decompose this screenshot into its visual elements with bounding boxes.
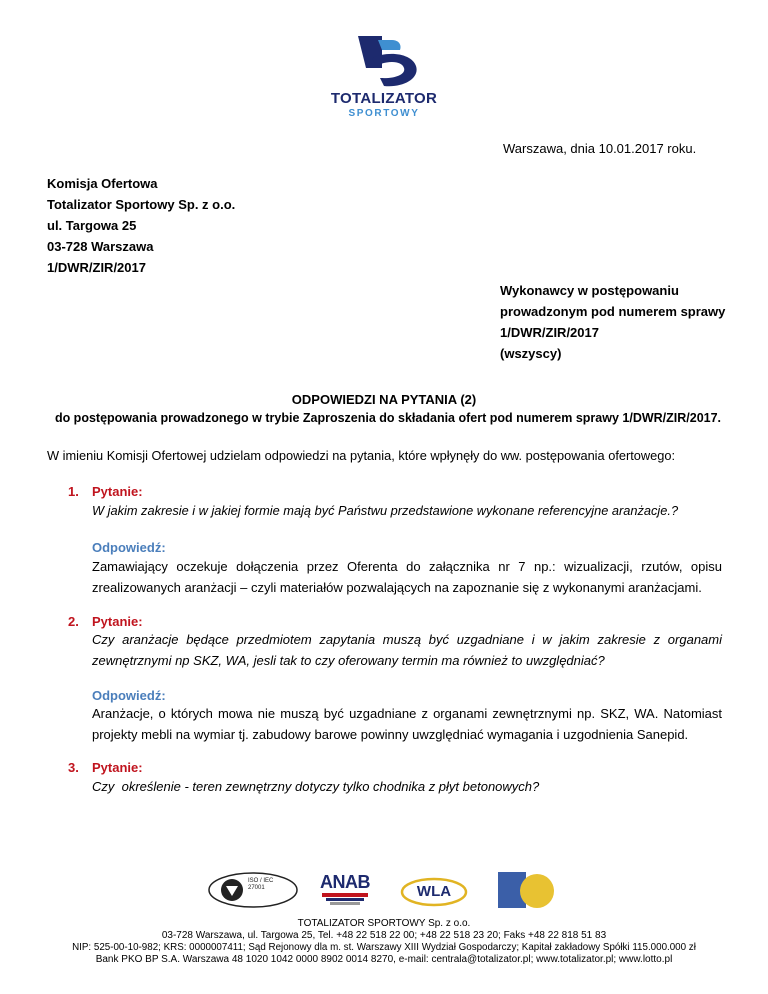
recipient-line: 1/DWR/ZIR/2017: [500, 325, 599, 340]
recipient-line: Wykonawcy w postępowaniu: [500, 283, 679, 298]
iso-number: 27001: [248, 885, 265, 891]
anab-logo: [318, 872, 372, 908]
question-text: Czy określenie - teren zewnętrzny dotyczy tylko chodnika z płyt betonowych?: [92, 779, 540, 794]
document-subtitle: do postępowania prowadzonego w trybie Zaproszenia do składania ofert pod numerem sprawy 1/DWR/ZIR/2017.: [54, 411, 722, 425]
sender-line: 03-728 Warszawa: [47, 239, 154, 254]
answer-text: Zamawiający oczekuje dołączenia przez Oferenta do załącznika nr 7 np.: wizualizacji, rzutów, opisu zrealizowanych aranżacji – czyli materiałów pozwalających na zapoznanie się z wykonanymi aranżacjami.: [92, 559, 722, 595]
question-text: Czy aranżacje będące przedmiotem zapytania muszą być uzgadniane i w jakim zakresie z organami zewnętrznymi np SKZ, WA, jesli tak to czy oferowany termin ma również to uwzględniać?: [92, 632, 722, 668]
answer-label: Odpowiedź:: [92, 540, 166, 555]
sender-line: ul. Targowa 25: [47, 218, 137, 233]
iso-certification-logo: [208, 872, 298, 908]
footer-bank: Bank PKO BP S.A. Warszawa 48 1020 1042 0000 8902 0014 8270, e-mail: centrala@totalizator.pl; www.totalizator.pl; www.lotto.pl: [95, 954, 673, 965]
date-line: Warszawa, dnia 10.01.2017 roku.: [503, 141, 697, 156]
footer-address: 03-728 Warszawa, ul. Targowa 25, Tel. +48 22 518 22 00; +48 22 518 23 20; Faks +48 22 818 51 83: [161, 930, 607, 941]
recipient-line: prowadzonym pod numerem sprawy: [500, 304, 726, 319]
question-number: 1.: [68, 484, 79, 499]
logo-text-sub: SPORTOWY: [348, 108, 420, 119]
intro-paragraph: W imieniu Komisji Ofertowej udzielam odpowiedzi na pytania, które wpłynęły do ww. postępowania ofertowego:: [47, 448, 676, 463]
recipient-line: (wszyscy): [500, 346, 562, 361]
company-logo: [320, 28, 448, 124]
question-number: 3.: [68, 760, 79, 775]
recipient-block: [500, 280, 725, 364]
wla-text: WLA: [416, 883, 452, 900]
sender-block: [47, 173, 235, 278]
logo-text-main: TOTALIZATOR: [330, 90, 438, 107]
lottery-certification-logo: [498, 872, 558, 908]
anab-text: ANAB: [320, 872, 370, 892]
answer-text: Aranżacje, o których mowa nie muszą być uzgadniane z organami zewnętrznymi np. SKZ, WA. Natomiast projekty mebli na wymiar tj. zabudowy barowe powinny uwzględniać wymagania i uzgodnienia Sanepid.: [92, 706, 722, 742]
iso-label: ISO / IEC: [248, 878, 274, 884]
question-label: Pytanie:: [92, 760, 143, 775]
question-label: Pytanie:: [92, 484, 143, 499]
sender-line: Totalizator Sportowy Sp. z o.o.: [47, 197, 236, 212]
sender-line: 1/DWR/ZIR/2017: [47, 260, 146, 275]
footer-company: TOTALIZATOR SPORTOWY Sp. z o.o.: [297, 918, 471, 929]
wla-logo: [400, 872, 468, 908]
question-label: Pytanie:: [92, 614, 143, 629]
question-number: 2.: [68, 614, 79, 629]
logo-mark: [320, 28, 448, 98]
document-title: ODPOWIEDZI NA PYTANIA (2): [291, 392, 477, 407]
sender-line: Komisja Ofertowa: [47, 176, 158, 191]
footer-registration: NIP: 525-00-10-982; KRS: 0000007411; Sąd Rejonowy dla m. st. Warszawy XIII Wydział Gospodarczy; Kapitał zakładowy Spółki 115.000.000 zł: [72, 942, 696, 953]
answer-label: Odpowiedź:: [92, 688, 166, 703]
question-text: W jakim zakresie i w jakiej formie mają być Państwu przedstawione wykonane referencyjne aranżacje.?: [92, 503, 679, 518]
